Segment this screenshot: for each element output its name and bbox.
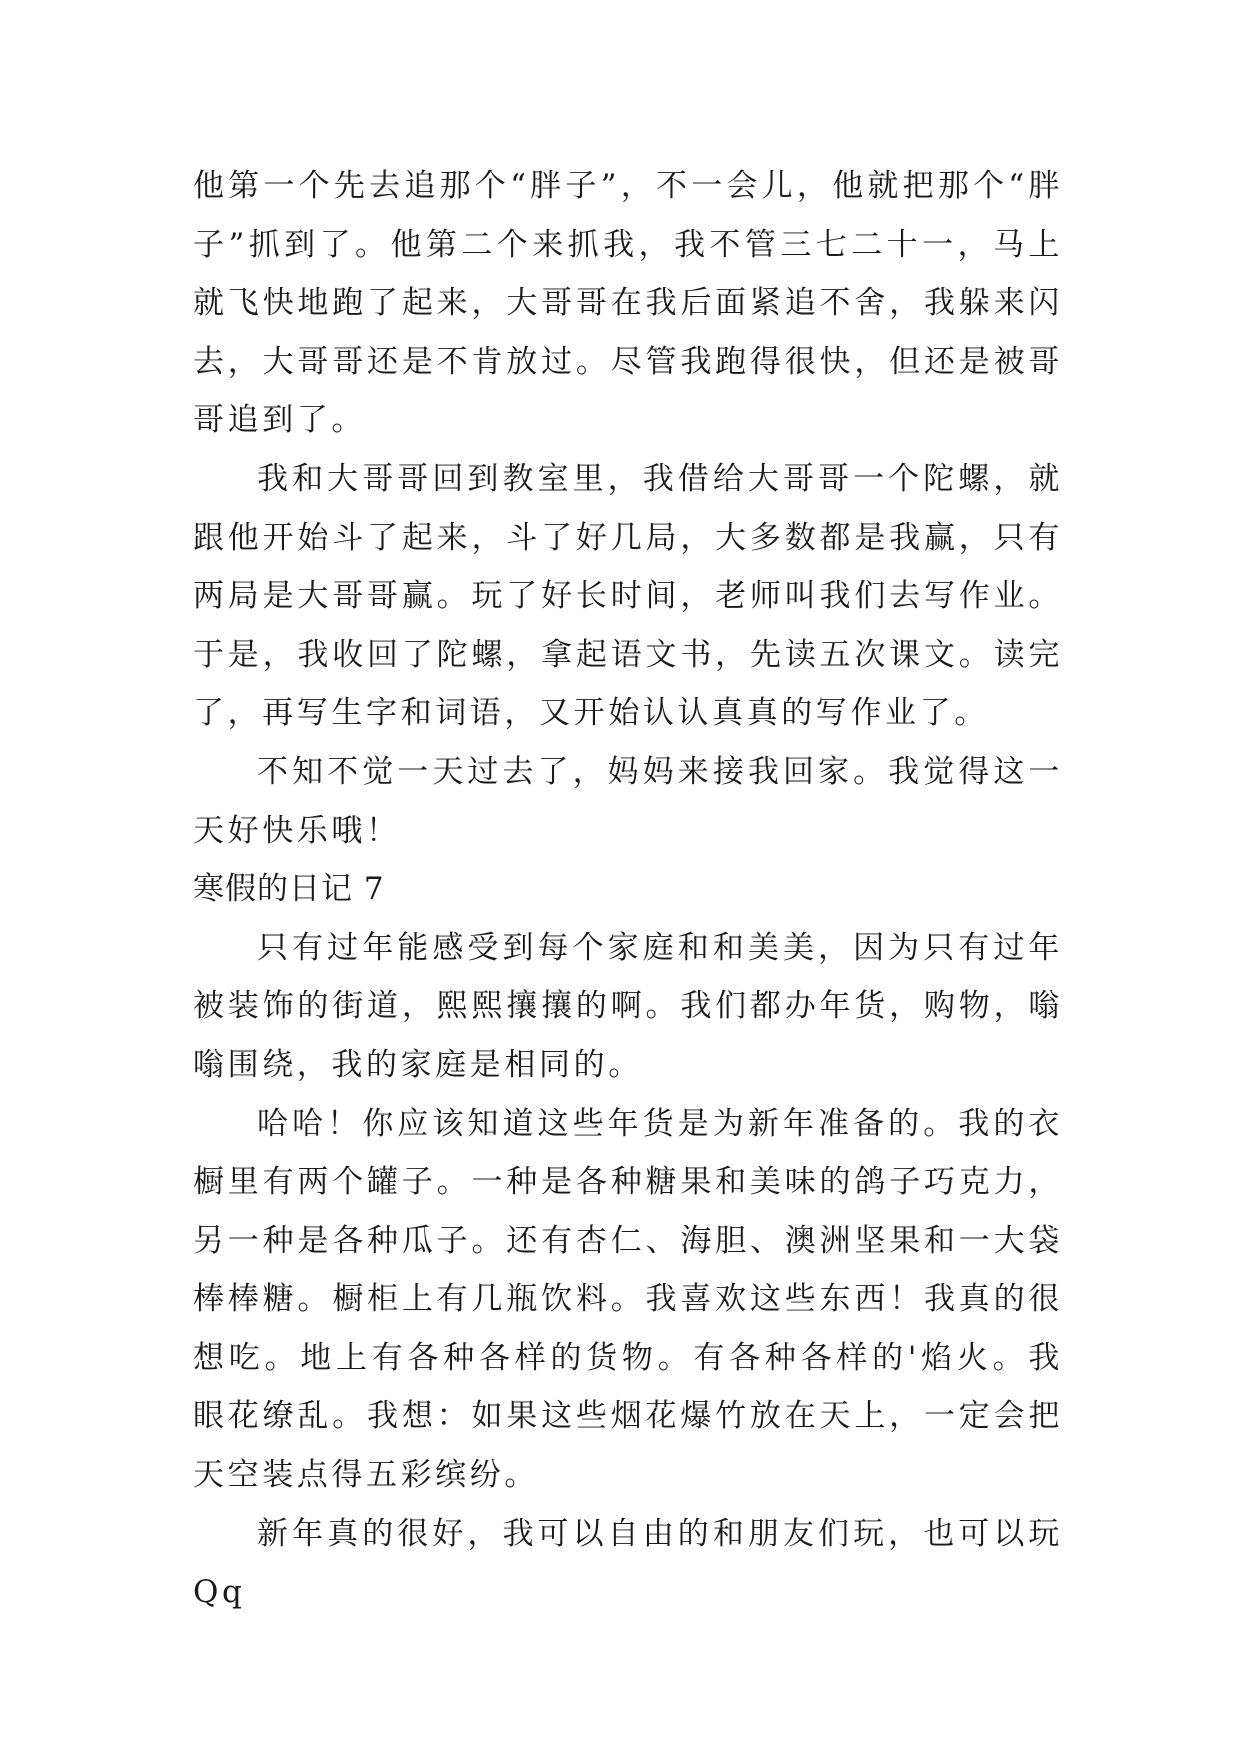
paragraph-new-year-fun: 新年真的很好，我可以自由的和朋友们玩，也可以玩 Qq [193, 1515, 1063, 1611]
paragraph-spinning-top: 我和大哥哥回到教室里，我借给大哥哥一个陀螺，就跟他开始斗了起来，斗了好几局，大多数都是我赢，只有两局是大哥哥赢。玩了好长时间，老师叫我们去写作业。于是，我收回了陀螺，拿起语文书，先读五次课文。读完了，再写生字和词语，又开始认认真真的写作业了。 [193, 460, 1063, 732]
body-text [193, 157, 1063, 1622]
section-title: 寒假的日记 7 [193, 871, 385, 908]
paragraph-new-year-family: 只有过年能感受到每个家庭和和美美，因为只有过年被装饰的街道，熙熙攘攘的啊。我们都办年货，购物，嗡嗡围绕，我的家庭是相同的。 [193, 929, 1063, 1083]
paragraph-chase: 他第一个先去追那个“胖子”，不一会儿，他就把那个“胖子”抓到了。他第二个来抓我，我不管三七二十一，马上就飞快地跑了起来，大哥哥在我后面紧追不舍，我躲来闪去，大哥哥还是不肯放过。尽管我跑得很快，但还是被哥哥追到了。 [193, 168, 1063, 439]
paragraph-day-over: 不知不觉一天过去了，妈妈来接我回家。我觉得这一天好快乐哦！ [193, 753, 1063, 849]
paragraph-new-year-goods: 哈哈！你应该知道这些年货是为新年准备的。我的衣橱里有两个罐子。一种是各种糖果和美味的鸽子巧克力，另一种是各种瓜子。还有杏仁、海胆、澳洲坚果和一大袋棒棒糖。橱柜上有几瓶饮料。我喜欢这些东西！我真的很想吃。地上有各种各样的货物。有各种各样的'焰火。我眼花缭乱。我想：如果这些烟花爆竹放在天上，一定会把天空装点得五彩缤纷。 [193, 1105, 1063, 1494]
